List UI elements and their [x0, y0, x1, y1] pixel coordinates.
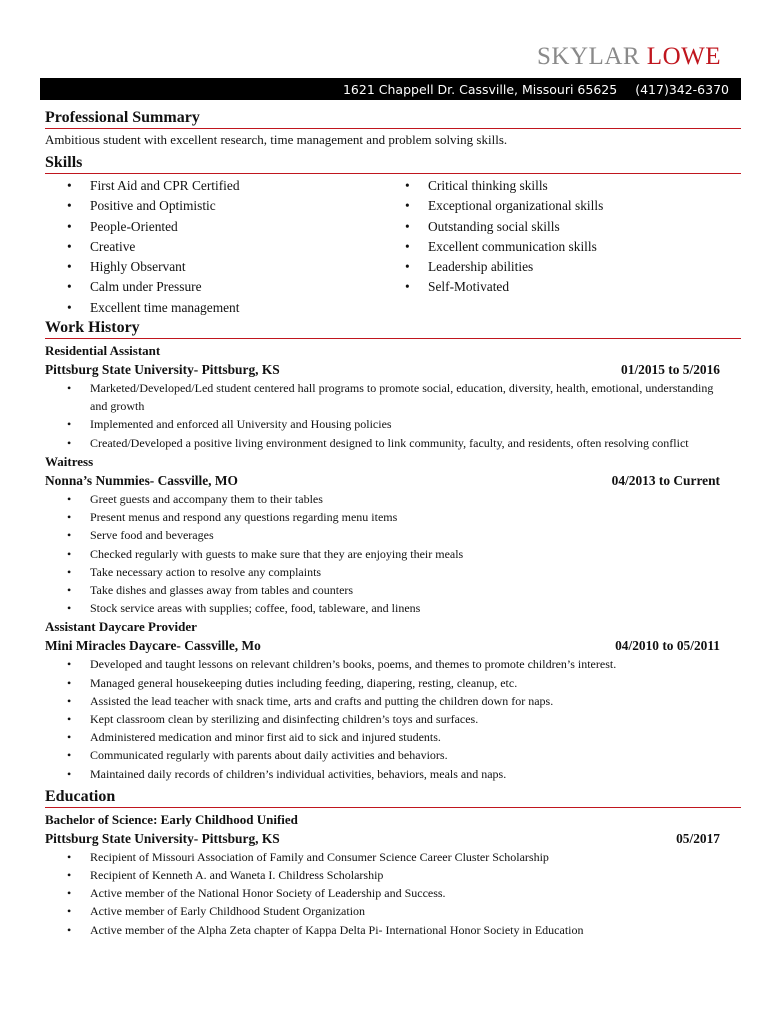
skill-item: • Highly Observant — [45, 257, 383, 277]
job-duty: • Managed general housekeeping duties including feeding, diapering, resting, cleanup, etc. — [45, 674, 741, 692]
school-line — [45, 829, 741, 848]
job-duty: • Present menus and respond any questions regarding menu items — [45, 508, 741, 526]
skills-right-column — [383, 176, 603, 318]
contact-bar — [40, 78, 741, 100]
job-duty: • Take necessary action to resolve any complaints — [45, 563, 741, 581]
job-employer-line — [45, 636, 741, 655]
job-duty: • Administered medication and minor first aid to sick and injured students. — [45, 728, 741, 746]
job-duty: • Marketed/Developed/Led student centered hall programs to promote social, education, diversity, health, emotional, understanding and growth — [45, 379, 741, 415]
skills-left-column — [45, 176, 383, 318]
candidate-name — [537, 44, 721, 69]
school: Pittsburg State University- Pittsburg, KS — [45, 830, 280, 846]
job-dates: 01/2015 to 5/2016 — [621, 362, 720, 378]
job-title: Residential Assistant — [45, 343, 161, 359]
skill-item: • Exceptional organizational skills — [383, 196, 603, 216]
skills-heading-text: Skills — [45, 154, 83, 171]
job-entry — [45, 341, 741, 452]
honor-item: • Active member of the Alpha Zeta chapter of Kappa Delta Pi- International Honor Society in Education — [45, 921, 741, 939]
skill-item: • Calm under Pressure — [45, 277, 383, 297]
degree: Bachelor of Science: Early Childhood Unified — [45, 811, 298, 827]
education-heading — [45, 787, 741, 808]
first-name: SKYLAR — [537, 43, 641, 70]
skill-item: • Outstanding social skills — [383, 217, 603, 237]
summary-heading-text: Professional Summary — [45, 109, 200, 126]
job-duty: • Maintained daily records of children’s individual activities, behaviors, meals and naps. — [45, 765, 741, 783]
resume-content — [45, 108, 741, 939]
job-employer: Mini Miracles Daycare- Cassville, Mo — [45, 638, 261, 654]
address: 1621 Chappell Dr. Cassville, Missouri 65625 — [342, 81, 618, 97]
skill-item: • Critical thinking skills — [383, 176, 603, 196]
last-name: LOWE — [646, 43, 721, 70]
job-dates: 04/2010 to 05/2011 — [615, 638, 720, 654]
job-duties — [45, 655, 741, 782]
work-heading-text: Work History — [45, 319, 140, 337]
honor-item: • Active member of Early Childhood Student Organization — [45, 902, 741, 920]
honor-item: • Active member of the National Honor Society of Leadership and Success. — [45, 884, 741, 902]
job-duty: • Serve food and beverages — [45, 526, 741, 544]
summary-text: Ambitious student with excellent research, time management and problem solving skills. — [45, 132, 508, 147]
skill-item: • People-Oriented — [45, 217, 383, 237]
skill-item: • Self-Motivated — [383, 277, 603, 297]
skills-list — [45, 176, 741, 318]
skill-item: • First Aid and CPR Certified — [45, 176, 383, 196]
job-duty: • Greet guests and accompany them to their tables — [45, 490, 741, 508]
job-title: Waitress — [45, 453, 94, 469]
job-title: Assistant Daycare Provider — [45, 619, 197, 635]
job-employer: Nonna’s Nummies- Cassville, MO — [45, 472, 238, 488]
job-duty: • Take dishes and glasses away from tables and counters — [45, 581, 741, 599]
skill-item: • Excellent communication skills — [383, 237, 603, 257]
education-honors — [45, 848, 741, 939]
job-employer-line — [45, 471, 741, 490]
job-duty: • Kept classroom clean by sterilizing and disinfecting children’s toys and surfaces. — [45, 710, 741, 728]
skill-item: • Creative — [45, 237, 383, 257]
work-heading — [45, 318, 741, 339]
skill-item: • Leadership abilities — [383, 257, 603, 277]
job-entry — [45, 617, 741, 782]
job-entry — [45, 452, 741, 617]
summary-heading — [45, 108, 741, 129]
phone: (417)342-6370 — [635, 81, 729, 97]
job-duty: • Stock service areas with supplies; coffee, food, tableware, and linens — [45, 599, 741, 617]
skill-item: • Excellent time management — [45, 298, 383, 318]
honor-item: • Recipient of Kenneth A. and Waneta I. Childress Scholarship — [45, 866, 741, 884]
honor-item: • Recipient of Missouri Association of Family and Consumer Science Career Cluster Scholarship — [45, 848, 741, 866]
job-dates: 04/2013 to Current — [611, 472, 720, 488]
job-duties — [45, 379, 741, 452]
skill-item: • Positive and Optimistic — [45, 196, 383, 216]
job-duty: • Assisted the lead teacher with snack time, arts and crafts and putting the children down for naps. — [45, 692, 741, 710]
skills-heading — [45, 153, 741, 174]
job-employer: Pittsburg State University- Pittsburg, KS — [45, 362, 280, 378]
education-heading-text: Education — [45, 787, 116, 805]
job-duty: • Implemented and enforced all University and Housing policies — [45, 415, 741, 433]
job-duty: • Checked regularly with guests to make sure that they are enjoying their meals — [45, 545, 741, 563]
job-duty: • Created/Developed a positive living environment designed to link community, faculty, and residents, often resolving conflict — [45, 434, 741, 452]
job-duty: • Developed and taught lessons on relevant children’s books, poems, and themes to promote children’s interest. — [45, 655, 741, 673]
job-employer-line — [45, 360, 741, 379]
job-duties — [45, 490, 741, 617]
job-duty: • Communicated regularly with parents about daily activities and behaviors. — [45, 746, 741, 764]
graduation-date: 05/2017 — [676, 830, 720, 846]
